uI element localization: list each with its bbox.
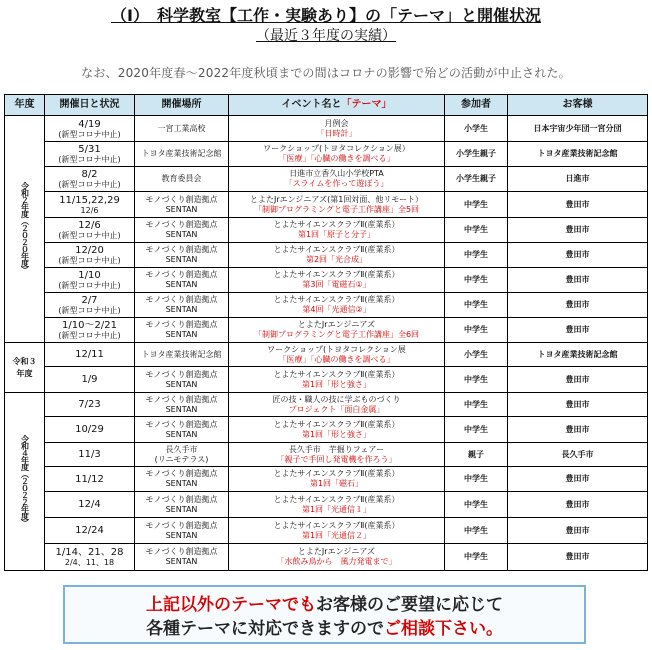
place-cell [135,367,229,393]
event-name: とよたサイエンスクラブⅡ(産業系） [273,245,400,254]
event-theme: 「医療」「心臓の働きを調べる」 [278,354,395,364]
event-theme: 「日時計」 [316,128,357,138]
event-cell [229,518,445,544]
date-cell [45,243,135,268]
participants-cell: 中学生 [445,492,508,518]
place-line: 教育委員会 [161,174,202,183]
event-cell [229,367,445,393]
event-theme: 第1回「形と強さ」 [301,429,372,439]
date-text: 12/24 [75,525,104,536]
place-line: モノづくり創造拠点 [145,245,218,254]
customer-cell: トヨタ産業技術記念館 [508,343,648,367]
event-name: 月例会 [324,118,349,128]
place-cell [135,167,229,192]
place-cell [135,268,229,293]
date-cell [45,192,135,218]
covid-note: なお、2020年度春～2022年度秋頃までの間はコロナの影響で殆どの活動が中止された。 [81,66,571,80]
customer-cell: 豊田市 [508,492,648,518]
date-text: 4/19 [78,118,101,130]
event-theme: 第1回「形と強さ」 [301,379,372,389]
participants-cell: 中学生 [445,518,508,544]
status-text: (新型コロナ中止) [58,306,121,315]
place-line: SENTAN [165,280,198,289]
place-line: 一宮工業高校 [157,123,206,133]
participants-cell: 小学生親子 [445,167,508,192]
table-header-row [5,95,648,116]
event-name: とよたサイエンスクラブⅡ(産業系） [273,270,400,279]
table-row [5,417,648,443]
place-cell [135,318,229,343]
event-name: とよたJrエンジニアズ [297,320,376,329]
event-theme: 「医療」「心臓の働きを調べる」 [278,154,395,163]
table-row [5,518,648,544]
footer-callout [63,585,586,644]
event-cell [229,467,445,492]
event-theme: 第1回「光通信１」 [301,504,372,514]
footer-red-text-1: 上記以外のテーマでも [146,595,316,615]
event-name: とよたサイエンスクラブⅡ(産業系） [273,419,400,429]
event-name: ワークショップ(トヨタコレクション展） [263,144,410,153]
participants-cell: 中学生 [445,417,508,443]
place-cell [135,218,229,243]
event-name: とよたサイエンスクラブⅡ(産業系） [273,220,400,229]
participants-cell: 中学生 [445,367,508,393]
customer-cell: 豊田市 [508,544,648,571]
place-line: モノづくり創造拠点 [145,320,218,329]
status-text: 12/6 [80,205,99,215]
table-row [5,393,648,417]
table-row [5,192,648,218]
date-text: 7/23 [78,399,101,410]
place-cell [135,192,229,218]
status-text: (新型コロナ中止) [58,155,121,164]
participants-cell: 中学生 [445,243,508,268]
footer-black-text-2: 各種テーマに対応できますので [146,619,384,639]
customer-cell: 豊田市 [508,467,648,492]
event-cell [229,492,445,518]
place-line: (リニモテラス) [154,454,209,464]
place-line: モノづくり創造拠点 [145,520,218,530]
place-line: SENTAN [165,504,198,514]
header-place: 開催場所 [135,95,229,116]
event-theme: 「制御プログラミングと電子工作講座」全6回 [253,330,420,339]
place-line: SENTAN [165,479,198,488]
date-text: 1/10～2/21 [62,320,117,331]
footer-line-2 [65,619,584,640]
event-name: ワークショップ(トヨタコレクション展 [267,344,406,354]
place-cell [135,393,229,417]
year-label: 令和４年度（２０２２年度） [20,434,30,526]
customer-cell: 豊田市 [508,293,648,318]
customer-cell: 豊田市 [508,367,648,393]
header-date: 開催日と状況 [45,95,135,116]
participants-cell: 中学生 [445,192,508,218]
date-cell [45,318,135,343]
participants-cell: 中学生 [445,467,508,492]
place-line: SENTAN [165,204,198,214]
status-text: (新型コロナ中止) [58,231,121,240]
customer-cell: 豊田市 [508,318,648,343]
participants-cell: 小学生親子 [445,142,508,167]
place-line: モノづくり創造拠点 [145,270,218,279]
footer-line-1 [65,595,584,616]
place-line: SENTAN [165,379,198,389]
participants-cell: 中学生 [445,393,508,417]
event-cell [229,192,445,218]
date-cell [45,518,135,544]
customer-cell: 長久手市 [508,443,648,467]
place-cell [135,467,229,492]
place-cell [135,492,229,518]
table-row [5,343,648,367]
header-event-theme: 「テーマ」 [341,99,392,110]
event-cell [229,293,445,318]
customer-cell: 豊田市 [508,268,648,293]
customer-cell: 豊田市 [508,192,648,218]
date-cell [45,343,135,367]
place-cell [135,443,229,467]
place-cell [135,243,229,268]
table-row [5,467,648,492]
date-text: 11/15,22,29 [59,194,120,206]
event-cell [229,268,445,293]
event-cell [229,167,445,192]
status-text: 2/4、11、18 [64,558,115,567]
place-line: モノづくり創造拠点 [145,394,218,404]
place-line: 長久手市 [165,444,198,454]
date-cell [45,268,135,293]
year-label: 令和３年度 [12,356,37,378]
participants-cell: 小学生 [445,343,508,367]
date-text: 1/10 [78,270,101,281]
event-cell [229,393,445,417]
date-text: 8/2 [81,169,98,180]
year-label: 令和２年度（２０２０年度） [20,182,30,273]
page-title: （Ⅰ） 科学教室【工作・実験あり】の「テーマ」と開催状況 [111,6,541,25]
header-participants: 参加者 [445,95,508,116]
place-line: SENTAN [165,530,198,540]
place-cell [135,518,229,544]
participants-cell: 中学生 [445,544,508,571]
place-line: トヨタ産業技術記念館 [141,149,222,158]
place-cell [135,544,229,571]
date-cell [45,393,135,417]
table-row [5,142,648,167]
participants-cell: 中学生 [445,318,508,343]
participants-cell: 中学生 [445,268,508,293]
date-cell [45,142,135,167]
event-name: とよたサイエンスクラブⅡ(産業系） [273,469,400,478]
event-theme: 第4回「光通信②」 [302,305,371,314]
table-row [5,167,648,192]
place-line: モノづくり創造拠点 [145,494,218,504]
date-cell [45,367,135,393]
year-cell [5,343,45,393]
event-theme: プロジェクト「面白金属」 [288,404,385,414]
event-name: とよたサイエンスクラブⅡ(産業系） [273,295,400,304]
place-line: モノづくり創造拠点 [145,419,218,429]
place-line: モノづくり創造拠点 [145,469,218,478]
table-row [5,544,648,571]
table-row [5,116,648,142]
date-text: 11/12 [75,473,104,485]
event-theme: 「スライムを作って遊ぼう」 [284,179,389,188]
place-line: SENTAN [165,255,198,264]
event-theme: 第3回「電磁石①」 [302,280,371,289]
place-line: モノづくり創造拠点 [145,194,218,204]
event-theme: 第1回「磁石」 [309,479,364,488]
customer-cell: 豊田市 [508,518,648,544]
event-theme: 「親子で手回し発電機を作ろう」 [276,454,397,464]
place-cell [135,343,229,367]
place-line: SENTAN [165,305,198,314]
date-cell [45,293,135,318]
date-cell [45,467,135,492]
event-cell [229,243,445,268]
status-text: (新型コロナ中止) [58,129,121,139]
header-event [229,95,445,116]
customer-cell: 豊田市 [508,243,648,268]
date-cell [45,167,135,192]
place-cell [135,417,229,443]
event-name: 長久手市 芋掘りフェアー [288,444,385,454]
table-row [5,443,648,467]
place-line: モノづくり創造拠点 [145,295,218,304]
footer-red-text-2: ご相談下さい。 [384,619,503,639]
customer-cell: 日進市 [508,167,648,192]
place-cell [135,116,229,142]
customer-cell: 豊田市 [508,393,648,417]
place-line: SENTAN [165,330,198,339]
place-line: モノづくり創造拠点 [145,369,218,379]
event-name: とよたサイエンスクラブⅡ(産業系） [273,494,400,504]
date-cell [45,492,135,518]
date-text: 1/14、21、28 [55,547,124,558]
date-text: 12/20 [75,245,104,256]
customer-cell: トヨタ産業技術記念館 [508,142,648,167]
table-row [5,218,648,243]
event-theme: 「制御プログラミングと電子工作講座」全5回 [253,204,420,214]
table-row [5,367,648,393]
date-text: 10/29 [75,424,104,435]
participants-cell: 中学生 [445,293,508,318]
date-text: 1/9 [81,374,98,385]
event-name: 日進市立香久山小学校PTA [289,169,384,178]
table-row [5,268,648,293]
date-text: 11/3 [78,449,101,460]
event-name: 匠の技・職人の技に学ぶものづくり [272,394,401,404]
header-event-prefix: イベント名と [281,99,342,110]
status-text: (新型コロナ中止) [58,331,121,340]
date-text: 12/11 [75,349,104,360]
event-cell [229,142,445,167]
event-theme: 第1回「光通信２」 [301,530,372,540]
customer-cell: 日本宇宙少年団一宮分団 [508,116,648,142]
place-cell [135,142,229,167]
event-cell [229,116,445,142]
event-cell [229,443,445,467]
place-line: SENTAN [165,230,198,239]
place-line: モノづくり創造拠点 [145,220,218,229]
page-subtitle: （最近３年度の実績） [256,28,396,44]
date-text: 12/6 [78,220,101,231]
place-line: トヨタ産業技術記念館 [141,349,222,359]
date-text: 2/7 [81,295,98,306]
participants-cell: 小学生 [445,116,508,142]
date-cell [45,116,135,142]
participants-cell: 中学生 [445,218,508,243]
place-line: SENTAN [165,404,198,414]
schedule-table [4,94,648,571]
event-theme: 第1回「原子と分子」 [297,230,376,239]
event-cell [229,218,445,243]
event-theme: 「水飲み鳥から 風力発電まで」 [276,557,397,566]
participants-cell: 親子 [445,443,508,467]
table-row [5,293,648,318]
table-row [5,318,648,343]
date-text: 5/31 [78,144,101,155]
customer-cell: 豊田市 [508,417,648,443]
table-row [5,243,648,268]
header-customer: お客様 [508,95,648,116]
event-cell [229,343,445,367]
customer-cell: 豊田市 [508,218,648,243]
table-body [5,116,648,571]
date-text: 12/4 [78,499,101,510]
event-cell [229,417,445,443]
status-text: (新型コロナ中止) [58,256,121,265]
date-cell [45,443,135,467]
date-cell [45,218,135,243]
place-line: モノづくり創造拠点 [145,547,218,556]
event-cell [229,318,445,343]
event-theme: 第2回「光合成」 [305,255,368,264]
footer-black-text-1: お客様のご要望に応じて [316,595,503,615]
place-line: SENTAN [165,429,198,439]
event-cell [229,544,445,571]
status-text: (新型コロナ中止) [58,281,121,290]
place-line: SENTAN [165,557,198,566]
year-cell [5,393,45,571]
date-cell [45,544,135,571]
year-cell [5,116,45,343]
header-year: 年度 [5,95,45,116]
place-cell [135,293,229,318]
date-cell [45,417,135,443]
table-row [5,492,648,518]
event-name: とよたサイエンスクラブⅡ(産業系） [273,369,400,379]
event-name: とよたサイエンスクラブⅡ(産業系） [273,520,400,530]
event-name: とよたJrエンジニアズ [297,547,376,556]
event-name: とよたJrエンジニアズ(第1回対面、他リモート） [249,194,424,204]
status-text: (新型コロナ中止) [58,180,121,189]
